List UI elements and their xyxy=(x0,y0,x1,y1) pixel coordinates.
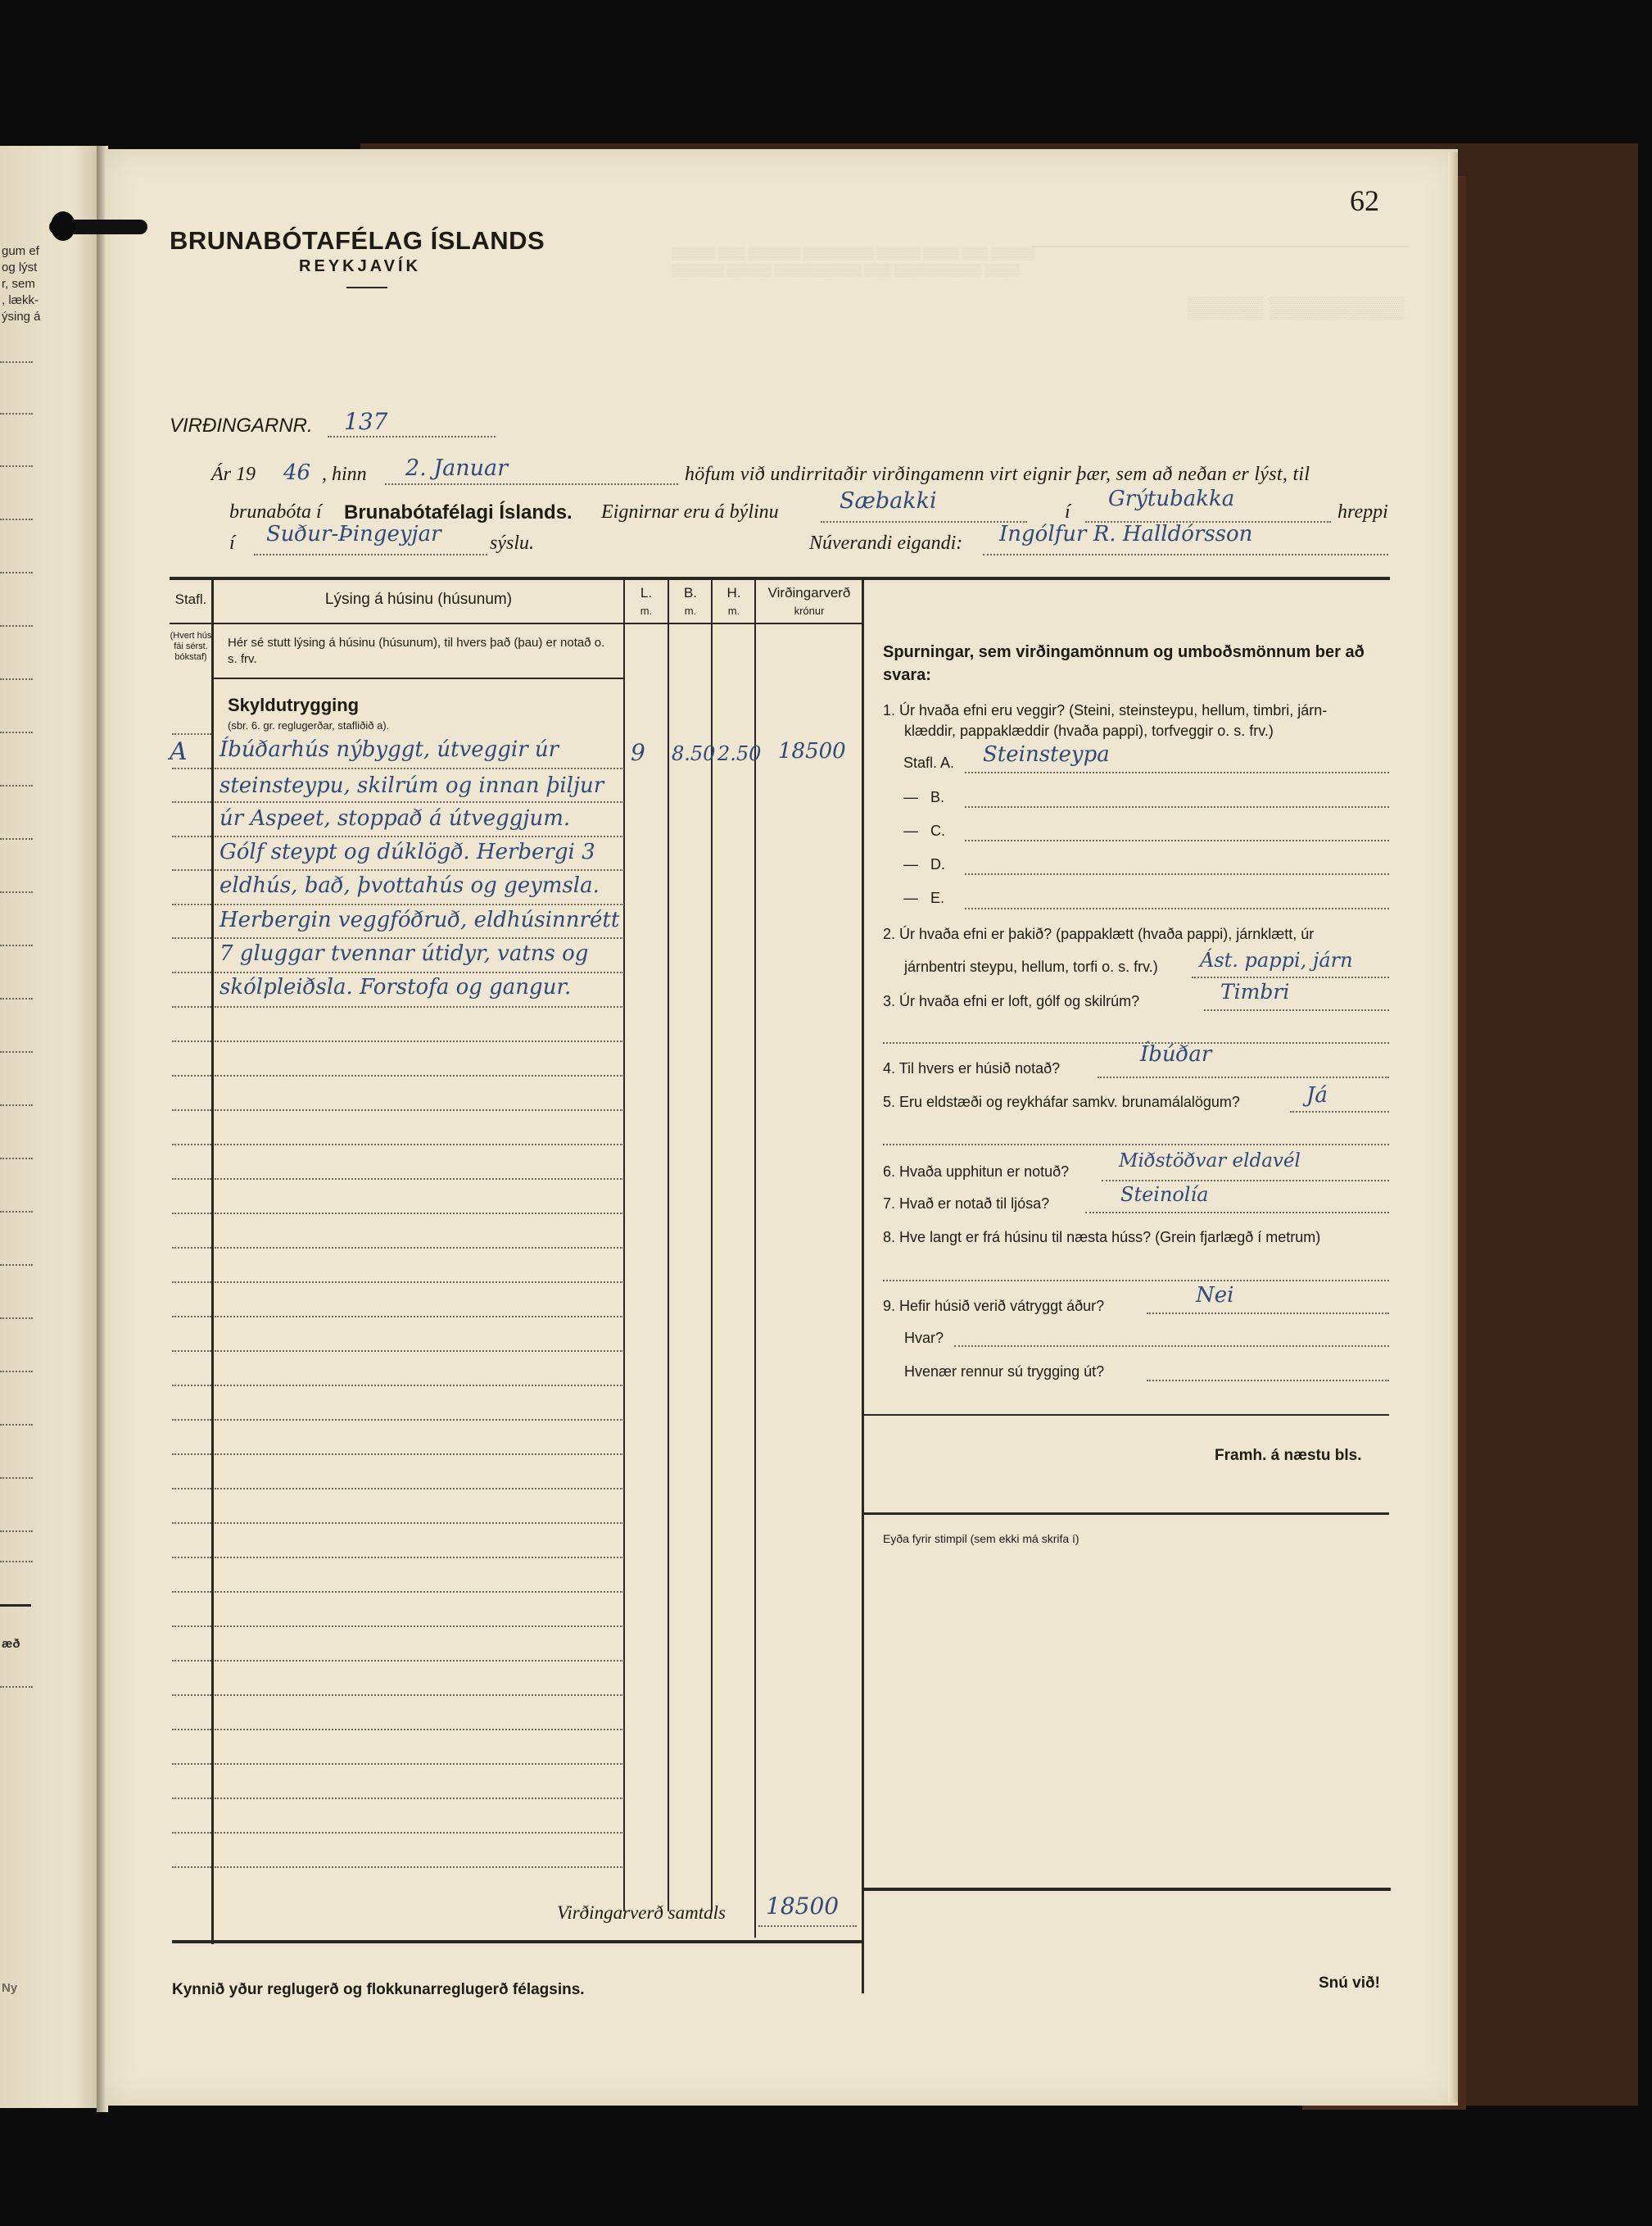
turn-over-note: Snú við! xyxy=(1319,1974,1380,1992)
left-page-line xyxy=(0,678,33,680)
left-page-line xyxy=(0,1530,33,1532)
left-page-line xyxy=(0,1051,33,1053)
city-name: REYKJAVÍK xyxy=(299,257,421,275)
section-subtitle: (sbr. 6. gr. reglugerðar, stafliðið a). xyxy=(228,719,390,732)
header-b-unit: m. xyxy=(684,605,697,617)
col-b-divider xyxy=(711,580,713,1911)
show-through-line xyxy=(1032,246,1409,249)
show-through-block: ▒▒▒▒▒ ▒▒▒ ▒▒▒▒▒▒ ▒▒▒▒▒▒▒▒ ▒▒▒▒▒ ▒▒▒▒ ▒▒▒ ▒▒▒▒▒ ▒▒▒▒▒▒ ▒▒▒▒▒ ▒▒▒▒▒▒▒▒▒▒ ▒▒▒ ▒▒▒▒▒▒▒▒▒▒ ▒▒▒▒ xyxy=(672,247,1035,277)
subheader-lysing: Hér sé stutt lýsing á húsinu (húsunum), til hvers það (þau) er notað o. s. frv. xyxy=(228,636,605,666)
row-h: 2.50 xyxy=(717,742,762,765)
stamp-area-top-rule xyxy=(864,1512,1389,1515)
description-line: Herbergin veggfóðruð, eldhúsinnrétt xyxy=(220,908,620,932)
left-page-line xyxy=(0,1104,33,1106)
header-lysing: Lýsing á húsinu (húsunum) xyxy=(324,591,513,608)
intro-line2a: brunabóta í xyxy=(229,501,322,523)
intro-line1: höfum við undirritaðir virðingamenn virt eignir þær, sem að neðan er lýst, til xyxy=(685,464,1310,485)
description-line: steinsteypu, skilrúm og innan þiljur xyxy=(220,773,604,798)
question-3-line xyxy=(1204,1009,1389,1011)
question-1-continued: klæddir, pappaklæddir (hvaða pappi), torfveggir o. s. frv.) xyxy=(904,723,1274,739)
ar-value: 46 xyxy=(283,460,311,485)
total-value: 18500 xyxy=(766,1893,840,1920)
header-rule xyxy=(346,287,387,288)
left-page-rule xyxy=(0,1604,31,1607)
left-page-fragment: æð xyxy=(2,1637,20,1651)
left-page-line xyxy=(0,1477,33,1479)
header-l: L. xyxy=(640,585,653,601)
left-page-fragment: Ny xyxy=(2,1981,18,1995)
left-page-line xyxy=(0,785,33,787)
header-h-unit: m. xyxy=(727,605,740,617)
left-page-line xyxy=(0,1264,33,1266)
page-number: 62 xyxy=(1350,184,1379,217)
left-page-line xyxy=(0,1686,33,1688)
stafl-e-line xyxy=(965,908,1389,909)
left-page-line xyxy=(0,519,33,520)
col-stafl-divider xyxy=(211,580,214,1944)
left-page-line xyxy=(0,413,33,415)
ar-label: Ár 19 xyxy=(211,464,256,485)
question-2: 2. Úr hvaða efni er þakið? (pappaklætt (hvaða pappi), járnklætt, úr xyxy=(883,926,1315,942)
stafl-d-line xyxy=(965,873,1389,875)
question-2-line xyxy=(1192,977,1389,978)
sysla-line xyxy=(254,554,487,555)
header-stafl: Stafl. xyxy=(174,592,207,607)
left-page-line xyxy=(0,891,33,893)
row-b: 8.50 xyxy=(672,742,716,765)
left-page-line xyxy=(0,625,33,627)
question-4: 4. Til hvers er húsið notað? xyxy=(883,1060,1061,1077)
hvenaer-line xyxy=(1147,1380,1389,1381)
stamp-area-label: Eyða fyrir stimpil (sem ekki má skrifa í) xyxy=(883,1532,1079,1545)
question-9-line xyxy=(1147,1312,1389,1314)
question-9-answer: Nei xyxy=(1196,1283,1234,1308)
intro-line2c: Eignirnar eru á býlinu xyxy=(601,501,779,523)
question-5: 5. Eru eldstæði og reykháfar samkv. brunamálalögum? xyxy=(883,1094,1240,1110)
question-3-answer: Timbri xyxy=(1220,980,1290,1004)
stafl-a-line xyxy=(965,772,1389,773)
questions-end-rule xyxy=(864,1414,1389,1416)
stafl-a-label: Stafl. A. xyxy=(903,755,955,771)
left-page-line xyxy=(0,1371,33,1372)
org-name: BRUNABÓTAFÉLAG ÍSLANDS xyxy=(170,226,545,255)
total-label: Virðingarverð samtals xyxy=(557,1902,726,1923)
stafl-c-line xyxy=(965,840,1389,841)
hreppi-label: hreppi xyxy=(1337,501,1388,523)
syslu-label: sýslu. xyxy=(490,533,534,554)
section-title: Skyldutrygging xyxy=(228,695,360,715)
row-stafl: A xyxy=(170,737,188,766)
question-1: 1. Úr hvaða efni eru veggir? (Steini, steinsteypu, hellum, timbri, járn- xyxy=(883,702,1328,719)
form-page xyxy=(105,149,1458,2106)
question-7: 7. Hvað er notað til ljósa? xyxy=(883,1195,1050,1212)
left-page-line xyxy=(0,1561,33,1562)
table-subheader-rule xyxy=(211,678,623,679)
question-6: 6. Hvaða upphitun er notuð? xyxy=(883,1163,1070,1180)
description-line: 7 gluggar tvennar útidyr, vatns og xyxy=(220,941,589,966)
binding-knot xyxy=(51,211,75,241)
question-5-answer: Já xyxy=(1306,1083,1328,1108)
description-line: eldhús, bað, þvottahús og geymsla. xyxy=(220,873,600,898)
total-line xyxy=(758,1925,857,1927)
subheader-stafl: (Hvert hús fái sérst. bókstaf) xyxy=(170,631,212,662)
question-8: 8. Hve langt er frá húsinu til næsta húss? (Grein fjarlægð í metrum) xyxy=(883,1229,1321,1245)
stafl-e-label: — E. xyxy=(903,890,945,906)
col-lysing-divider xyxy=(623,580,625,1911)
left-page-fragment: , lækk- xyxy=(2,293,38,307)
header-l-unit: m. xyxy=(640,605,653,617)
question-4-answer: Íbúðar xyxy=(1140,1042,1212,1067)
left-page-line xyxy=(0,572,33,574)
question-6-answer: Miðstöðvar eldavél xyxy=(1119,1150,1301,1172)
show-through-heading: ▒▒▒▒▒ ▒▒▒▒▒▒▒▒▒ xyxy=(1188,295,1405,320)
question-8-line xyxy=(883,1280,1389,1281)
i2-label: í xyxy=(229,533,235,554)
question-9: 9. Hefir húsið verið vátryggt áður? xyxy=(883,1298,1105,1314)
hvar-line xyxy=(954,1345,1389,1347)
page-edge xyxy=(1448,152,1458,2102)
question-2-continued: járnbentri steypu, hellum, torfi o. s. frv.) xyxy=(904,959,1158,975)
question-4-line xyxy=(1098,1077,1389,1078)
header-virdingarverd: Virðingarverð xyxy=(767,585,851,601)
hvar-label: Hvar? xyxy=(904,1330,944,1346)
virdingarnr-line xyxy=(328,436,496,437)
left-page-line xyxy=(0,998,33,1000)
left-page-line xyxy=(0,465,33,467)
question-5-line xyxy=(1290,1111,1389,1113)
hreppur-value: Grýtubakka xyxy=(1108,487,1235,511)
left-page-fragment: gum ef xyxy=(2,244,39,258)
col-h-divider xyxy=(754,580,756,1911)
eigandi-line xyxy=(983,554,1388,555)
col-l-divider xyxy=(668,580,669,1911)
stafl-d-label: — D. xyxy=(903,856,946,873)
header-kronur: krónur xyxy=(794,605,825,617)
eigandi-value: Ingólfur R. Halldórsson xyxy=(999,522,1253,546)
header-h: H. xyxy=(726,585,741,601)
questions-title: Spurningar, sem virðingamönnum og umboðsmönnum ber að svara: xyxy=(883,643,1365,684)
left-page-line xyxy=(0,1317,33,1319)
i-label: í xyxy=(1065,501,1070,523)
continued-note: Framh. á næstu bls. xyxy=(1215,1447,1362,1464)
sysla-value: Suður-Þingeyjar xyxy=(266,522,441,546)
description-line: skólpleiðsla. Forstofa og gangur. xyxy=(220,975,572,1000)
intro-line2b: Brunabótafélagi Íslands. xyxy=(344,501,573,524)
left-page xyxy=(0,146,105,2108)
left-page-fragment: ýsing á xyxy=(2,310,41,324)
stafl-a-value: Steinsteypa xyxy=(983,742,1110,767)
hvenaer-label: Hvenær rennur sú trygging út? xyxy=(904,1363,1105,1380)
row-l: 9 xyxy=(631,739,645,766)
row-value: 18500 xyxy=(778,739,846,764)
table-header-rule xyxy=(170,623,862,624)
virdingarnr-label: VIRÐINGARNR. xyxy=(170,415,313,437)
byli-line xyxy=(821,521,1027,523)
left-page-line xyxy=(0,732,33,733)
left-page-line xyxy=(0,1158,33,1159)
left-page-line xyxy=(0,1211,33,1213)
virdingarnr-value: 137 xyxy=(344,408,388,435)
question-5-line-2 xyxy=(883,1144,1389,1145)
stafl-c-label: — C. xyxy=(903,823,946,839)
question-2-answer: Ást. pappi, járn xyxy=(1200,949,1353,972)
description-line: úr Aspeet, stoppað á útveggjum. xyxy=(220,806,571,831)
question-7-answer: Steinolía xyxy=(1120,1183,1209,1206)
question-3-line-2 xyxy=(883,1042,1389,1044)
eigandi-label: Núverandi eigandi: xyxy=(809,533,963,554)
stafl-b-line xyxy=(965,806,1389,808)
left-page-fragment: r, sem xyxy=(2,277,35,291)
question-7-line xyxy=(1085,1212,1389,1213)
left-page-line xyxy=(0,945,33,946)
description-line: Íbúðarhús nýbyggt, útveggir úr xyxy=(220,737,559,762)
footer-note: Kynnið yður reglugerð og flokkunarreglugerð félagsins. xyxy=(172,1981,585,1998)
total-box-divider xyxy=(754,1893,756,1938)
stamp-area-bottom-rule xyxy=(864,1888,1391,1891)
left-page-line xyxy=(0,361,33,363)
left-page-line xyxy=(0,838,33,840)
question-6-line xyxy=(1102,1180,1389,1181)
stafl-b-label: — B. xyxy=(903,789,945,805)
header-b: B. xyxy=(683,585,698,601)
date-line xyxy=(385,483,678,485)
byli-value: Sæbakki xyxy=(840,488,937,514)
table-bottom-rule xyxy=(172,1940,863,1943)
left-page-line xyxy=(0,1424,33,1426)
description-line: Gólf steypt og dúklögð. Herbergi 3 xyxy=(220,840,595,864)
col-virdingarverd-divider xyxy=(862,580,864,1993)
left-page-fragment: og lýst xyxy=(2,261,38,274)
hinn-label: , hinn xyxy=(322,464,367,485)
date-value: 2. Januar xyxy=(405,456,509,481)
table-top-rule xyxy=(170,577,1390,580)
question-3: 3. Úr hvaða efni er loft, gólf og skilrúm? xyxy=(883,993,1140,1009)
